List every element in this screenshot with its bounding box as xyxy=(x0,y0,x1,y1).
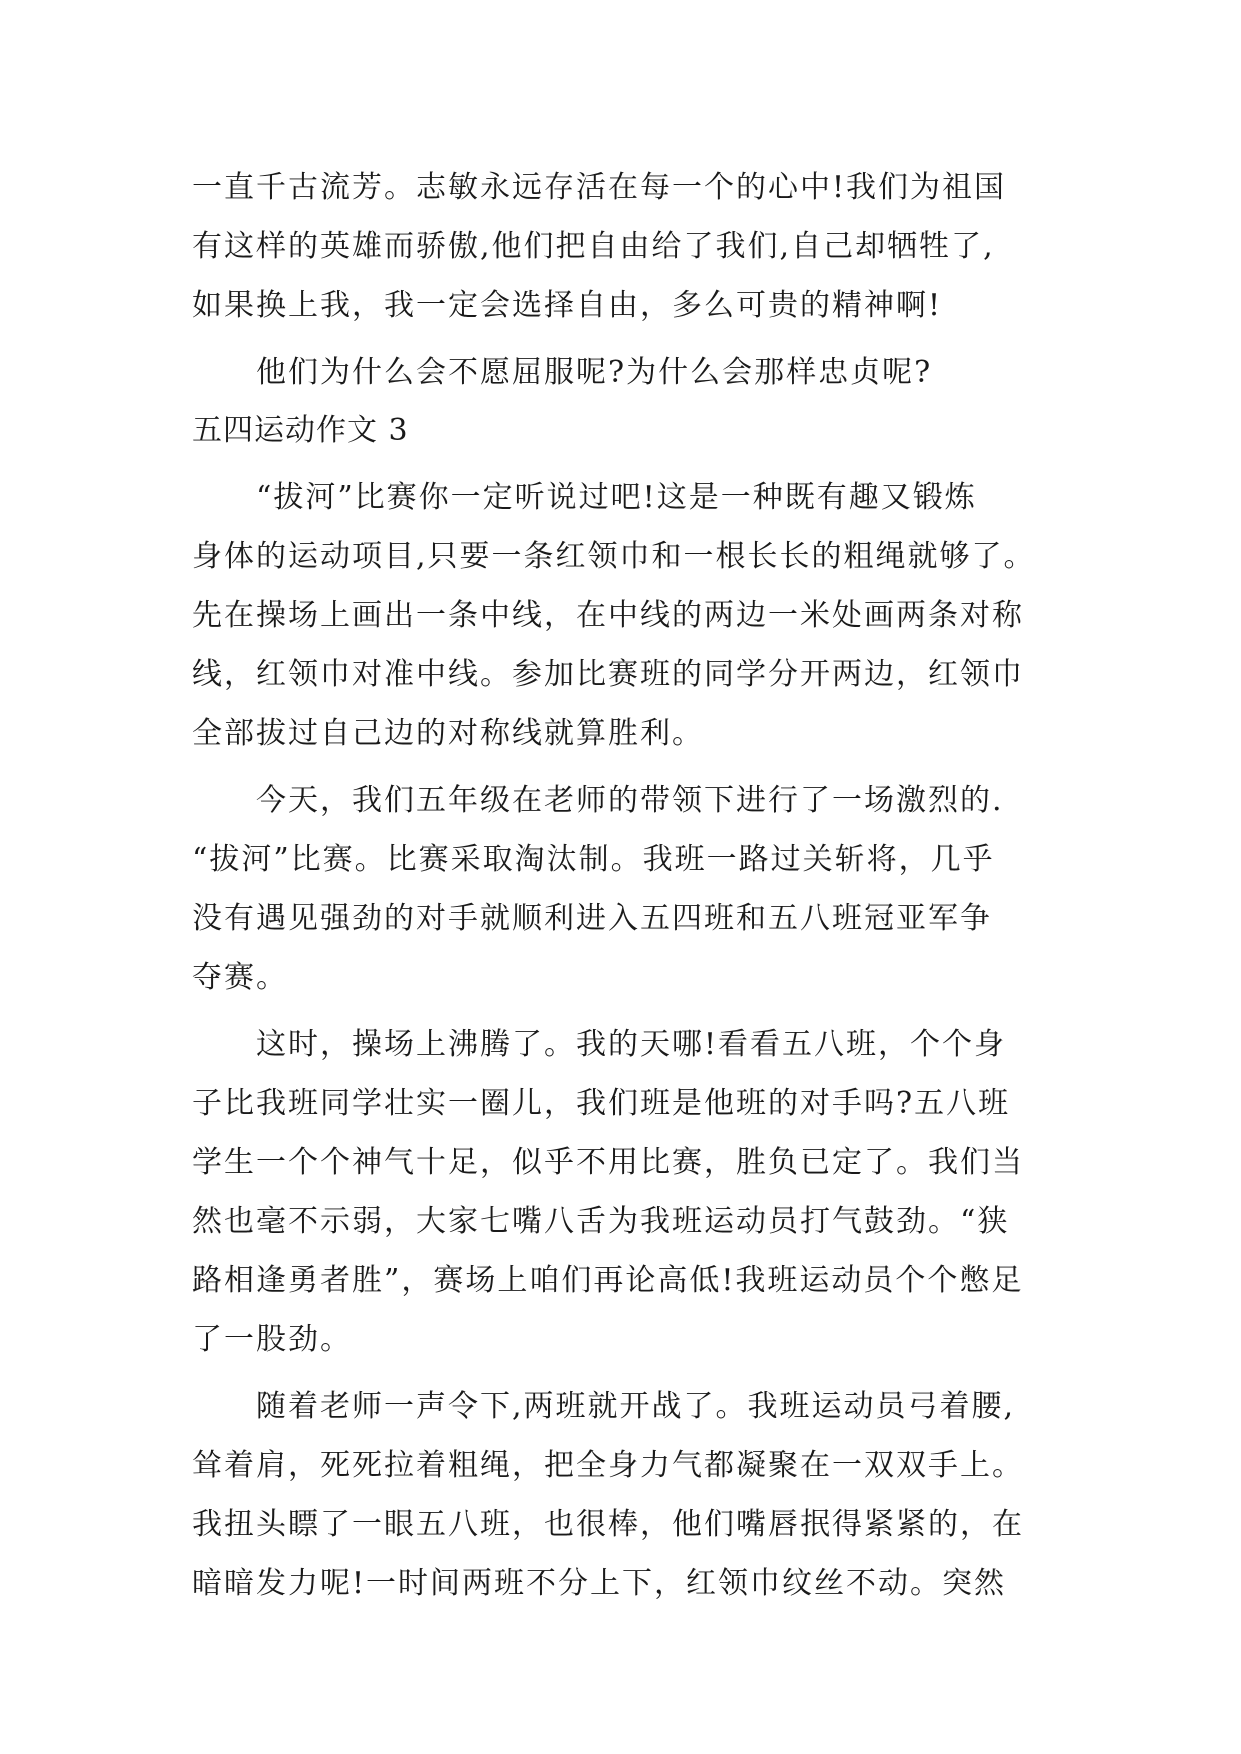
text-line: “拔河”比赛你一定听说过吧!这是一种既有趣又锻炼 xyxy=(256,480,977,515)
question-line: 他们为什么会不愿屈服呢?为什么会那样忠贞呢? xyxy=(256,355,933,390)
section-title: 五四运动作文 3 xyxy=(192,413,409,448)
text-line: 这时，操场上沸腾了。我的天哪!看看五八班，个个身 xyxy=(256,1027,1007,1062)
text-line: 暗暗发力呢!一时间两班不分上下，红领巾纹丝不动。突然 xyxy=(192,1566,1007,1601)
text-line: 今天，我们五年级在老师的带领下进行了一场激烈的. xyxy=(256,783,1004,818)
paragraph-2 xyxy=(192,771,1062,1007)
text-line: 路相逢勇者胜”，赛场上咱们再论高低!我班运动员个个憋足 xyxy=(192,1263,1024,1298)
paragraph-1 xyxy=(192,468,1062,763)
text-line: 我扭头瞟了一眼五八班，也很棒，他们嘴唇抿得紧紧的，在 xyxy=(192,1507,1024,1542)
text-line: 然也毫不示弱，大家七嘴八舌为我班运动员打气鼓劲。“狭 xyxy=(192,1204,1010,1239)
text-line: 全部拔过自己边的对称线就算胜利。 xyxy=(192,716,704,751)
text-line: 随着老师一声令下,两班就开战了。我班运动员弓着腰, xyxy=(256,1389,1016,1424)
text-line: “拔河”比赛。比赛采取淘汰制。我班一路过关斩将，几乎 xyxy=(192,842,995,877)
text-line: 有这样的英雄而骄傲,他们把自由给了我们,自己却牺牲了, xyxy=(192,229,995,264)
text-line: 学生一个个神气十足，似乎不用比赛，胜负已定了。我们当 xyxy=(192,1145,1024,1180)
paragraph-3 xyxy=(192,1015,1062,1369)
document-body xyxy=(192,158,1062,1613)
text-line: 了一股劲。 xyxy=(192,1322,352,1357)
text-line: 耸着肩，死死拉着粗绳，把全身力气都凝聚在一双双手上。 xyxy=(192,1448,1024,1483)
text-line: 没有遇见强劲的对手就顺利进入五四班和五八班冠亚军争 xyxy=(192,901,992,936)
text-line: 身体的运动项目,只要一条红领巾和一根长长的粗绳就够了。 xyxy=(192,539,1036,574)
text-line: 夺赛。 xyxy=(192,960,288,995)
paragraph-prev xyxy=(192,158,1062,335)
text-line: 先在操场上画出一条中线，在中线的两边一米处画两条对称 xyxy=(192,598,1024,633)
text-line: 一直千古流芳。志敏永远存活在每一个的心中!我们为祖国 xyxy=(192,170,1007,205)
text-line: 线，红领巾对准中线。参加比赛班的同学分开两边，红领巾 xyxy=(192,657,1024,692)
text-line: 如果换上我，我一定会选择自由，多么可贵的精神啊! xyxy=(192,288,943,323)
text-line: 子比我班同学壮实一圈儿，我们班是他班的对手吗?五八班 xyxy=(192,1086,1011,1121)
paragraph-4 xyxy=(192,1377,1062,1613)
